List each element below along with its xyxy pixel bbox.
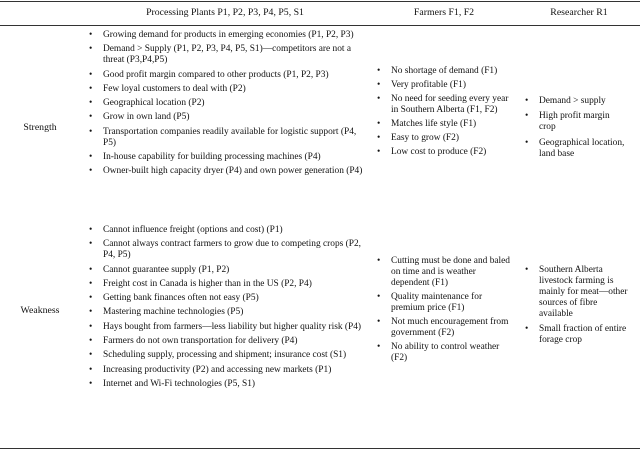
list-item: • Increasing productivity (P2) and accessing new markets (P1) bbox=[86, 365, 368, 376]
header-researcher: Researcher R1 bbox=[550, 7, 608, 18]
list-item: • Demand > supply bbox=[522, 96, 628, 107]
list-item: • No shortage of demand (F1) bbox=[374, 66, 516, 77]
list-item: • Very profitable (F1) bbox=[374, 80, 516, 91]
list-item: • Internet and Wi-Fi technologies (P5, S1) bbox=[86, 379, 368, 390]
weakness-researcher-list bbox=[522, 265, 630, 350]
strength-researcher-list bbox=[522, 96, 628, 164]
list-item: • Easy to grow (F2) bbox=[374, 133, 516, 144]
list-item: • High profit margin crop bbox=[522, 111, 628, 133]
row-label-strength: Strength bbox=[23, 122, 57, 133]
list-item: • Not much encouragement from government (F2) bbox=[374, 317, 516, 339]
weakness-farmers-list bbox=[374, 256, 516, 367]
list-item: • Few loyal customers to deal with (P2) bbox=[86, 84, 368, 95]
list-item: • Matches life style (F1) bbox=[374, 119, 516, 130]
list-item: • Freight cost in Canada is higher than in the US (P2, P4) bbox=[86, 279, 368, 290]
weakness-plants-list bbox=[86, 225, 368, 393]
list-item: • Good profit margin compared to other products (P1, P2, P3) bbox=[86, 70, 368, 81]
list-item: • Scheduling supply, processing and shipment; insurance cost (S1) bbox=[86, 350, 368, 361]
list-item: • No ability to control weather (F2) bbox=[374, 342, 516, 364]
list-item: • Transportation companies readily available for logistic support (P4, P5) bbox=[86, 127, 368, 149]
list-item: • Geographical location (P2) bbox=[86, 98, 368, 109]
header-processing-plants: Processing Plants P1, P2, P3, P4, P5, S1 bbox=[146, 7, 304, 18]
list-item: • Getting bank finances often not easy (P5) bbox=[86, 293, 368, 304]
list-item: • Cannot guarantee supply (P1, P2) bbox=[86, 265, 368, 276]
list-item: • Mastering machine technologies (P5) bbox=[86, 307, 368, 318]
top-rule bbox=[0, 1, 640, 2]
list-item: • Owner-built high capacity dryer (P4) and own power generation (P4) bbox=[86, 166, 368, 177]
list-item: • Geographical location, land base bbox=[522, 138, 628, 160]
list-item: • Growing demand for products in emerging economies (P1, P2, P3) bbox=[86, 30, 368, 41]
list-item: • Small fraction of entire forage crop bbox=[522, 324, 630, 346]
header-farmers: Farmers F1, F2 bbox=[413, 7, 475, 18]
list-item: • Farmers do not own transportation for delivery (P4) bbox=[86, 336, 368, 347]
row-label-weakness: Weakness bbox=[20, 305, 60, 316]
list-item: • In-house capability for building processing machines (P4) bbox=[86, 152, 368, 163]
list-item: • Quality maintenance for premium price (F1) bbox=[374, 292, 516, 314]
list-item: • Cannot always contract farmers to grow due to competing crops (P2, P4, P5) bbox=[86, 239, 368, 261]
list-item: • Hays bought from farmers—less liability but higher quality risk (P4) bbox=[86, 322, 368, 333]
list-item: • Demand > Supply (P1, P2, P3, P4, P5, S1)—competitors are not a threat (P3,P4,P5) bbox=[86, 44, 368, 66]
list-item: • Southern Alberta livestock farming is mainly for meat—other sources of fibre available bbox=[522, 265, 630, 320]
list-item: • Grow in own land (P5) bbox=[86, 112, 368, 123]
strength-farmers-list bbox=[374, 66, 516, 161]
list-item: • Cannot influence freight (options and cost) (P1) bbox=[86, 225, 368, 236]
strength-plants-list bbox=[86, 30, 368, 180]
list-item: • Low cost to produce (F2) bbox=[374, 147, 516, 158]
list-item: • No need for seeding every year in Southern Alberta (F1, F2) bbox=[374, 94, 516, 116]
header-rule bbox=[0, 25, 640, 26]
list-item: • Cutting must be done and baled on time and is weather dependent (F1) bbox=[374, 256, 516, 289]
